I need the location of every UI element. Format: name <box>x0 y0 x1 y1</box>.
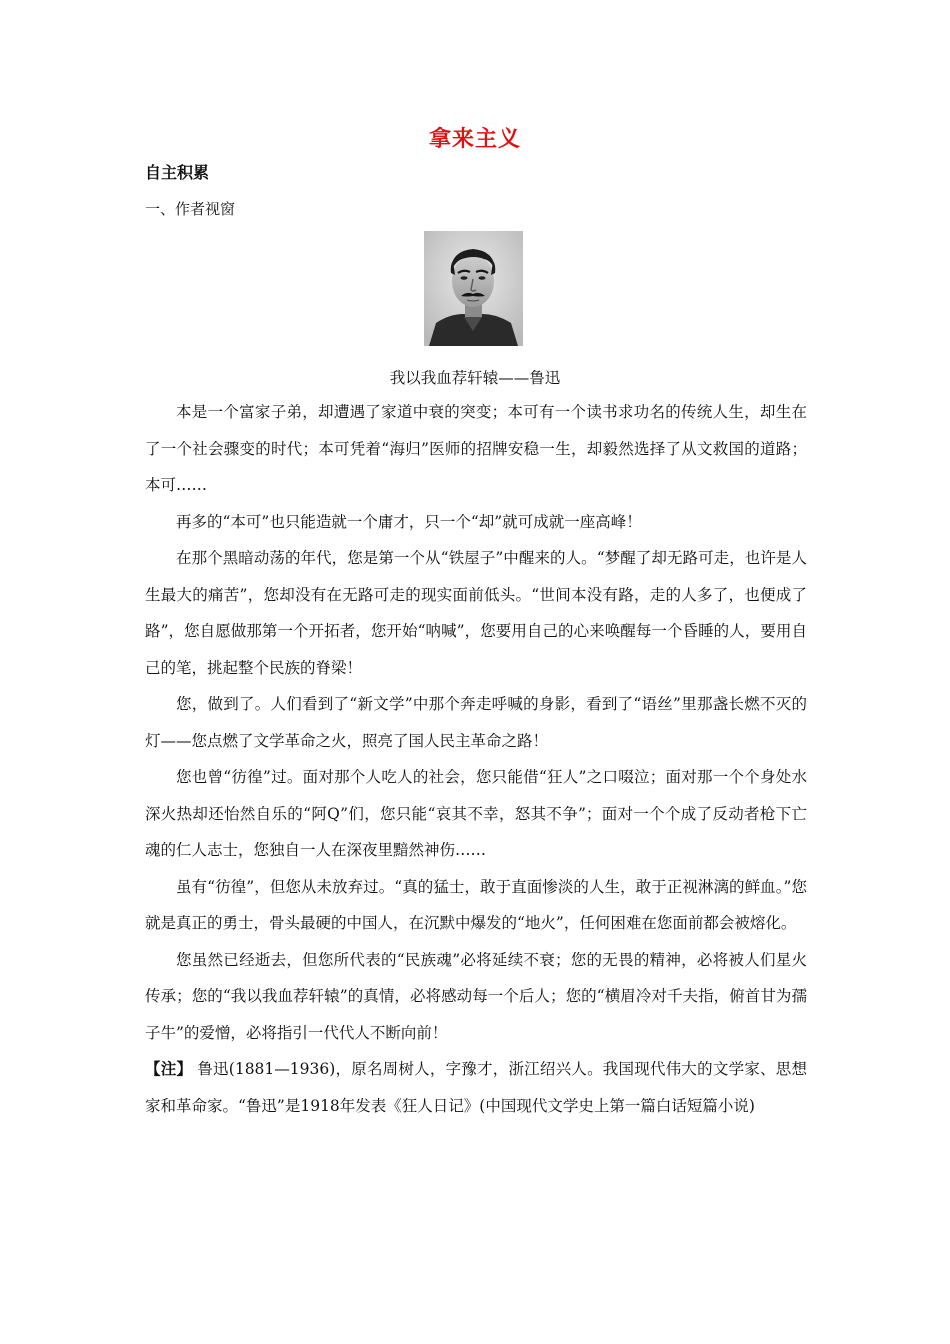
author-note <box>145 1051 807 1124</box>
portrait-caption: 我以我血荐轩辕——鲁迅 <box>389 369 561 387</box>
portrait-icon <box>424 231 523 346</box>
note-label: 【注】 <box>145 1059 193 1078</box>
paragraph: 您虽然已经逝去，但您所代表的“民族魂”必将延续不衰；您的无畏的精神，必将被人们星火传承；您的“我以我血荐轩辕”的真情，必将感动每一个后人；您的“横眉冷对千夫指，俯首甘为孺子牛”的爱憎，必将指引一代代人不断向前！ <box>145 950 807 1042</box>
paragraph: 本是一个富家子弟，却遭遇了家道中衰的突变；本可有一个读书求功名的传统人生，却生在了一个社会骤变的时代；本可凭着“海归”医师的招牌安稳一生，却毅然选择了从文救国的道路；本可…… <box>145 403 807 494</box>
paragraph: 再多的“本可”也只能造就一个庸才，只一个“却”就可成就一座高峰！ <box>176 512 642 531</box>
paragraph: 您，做到了。人们看到了“新文学”中那个奔走呼喊的身影，看到了“语丝”里那盏长燃不灭的灯——您点燃了文学革命之火，照亮了国人民主革命之路！ <box>145 695 807 750</box>
paragraph: 在那个黑暗动荡的年代，您是第一个从“铁屋子”中醒来的人。“梦醒了却无路可走，也许是人生最大的痛苦”，您却没有在无路可走的现实面前低头。“世间本没有路，走的人多了，也便成了路”，您自愿做那第一个开拓者，您开始“呐喊”，您要用自己的心来唤醒每一个昏睡的人，要用自己的笔，挑起整个民族的脊梁！ <box>145 549 807 677</box>
document-title: 拿来主义 <box>428 126 521 152</box>
article-body <box>145 394 807 1124</box>
paragraph: 您也曾“彷徨”过。面对那个人吃人的社会，您只能借“狂人”之口啜泣；面对那一个个身处水深火热却还怡然自乐的“阿Q”们，您只能“哀其不幸，怒其不争”；面对一个个成了反动者枪下亡魂的仁人志士，您独自一人在深夜里黯然神伤…… <box>145 768 807 859</box>
section-heading: 自主积累 <box>145 163 210 182</box>
portrait-photo <box>424 231 523 346</box>
subsection-heading: 一、作者视窗 <box>145 200 236 218</box>
paragraph: 虽有“彷徨”，但您从未放弃过。“真的猛士，敢于直面惨淡的人生，敢于正视淋漓的鲜血。”您就是真正的勇士，骨头最硬的中国人，在沉默中爆发的“地火”，任何困难在您面前都会被熔化。 <box>145 877 807 932</box>
note-text: 鲁迅(1881—1936)，原名周树人，字豫才，浙江绍兴人。我国现代伟大的文学家、思想家和革命家。“鲁迅”是1918年发表《狂人日记》(中国现代文学史上第一篇白话短篇小说) <box>145 1060 807 1115</box>
